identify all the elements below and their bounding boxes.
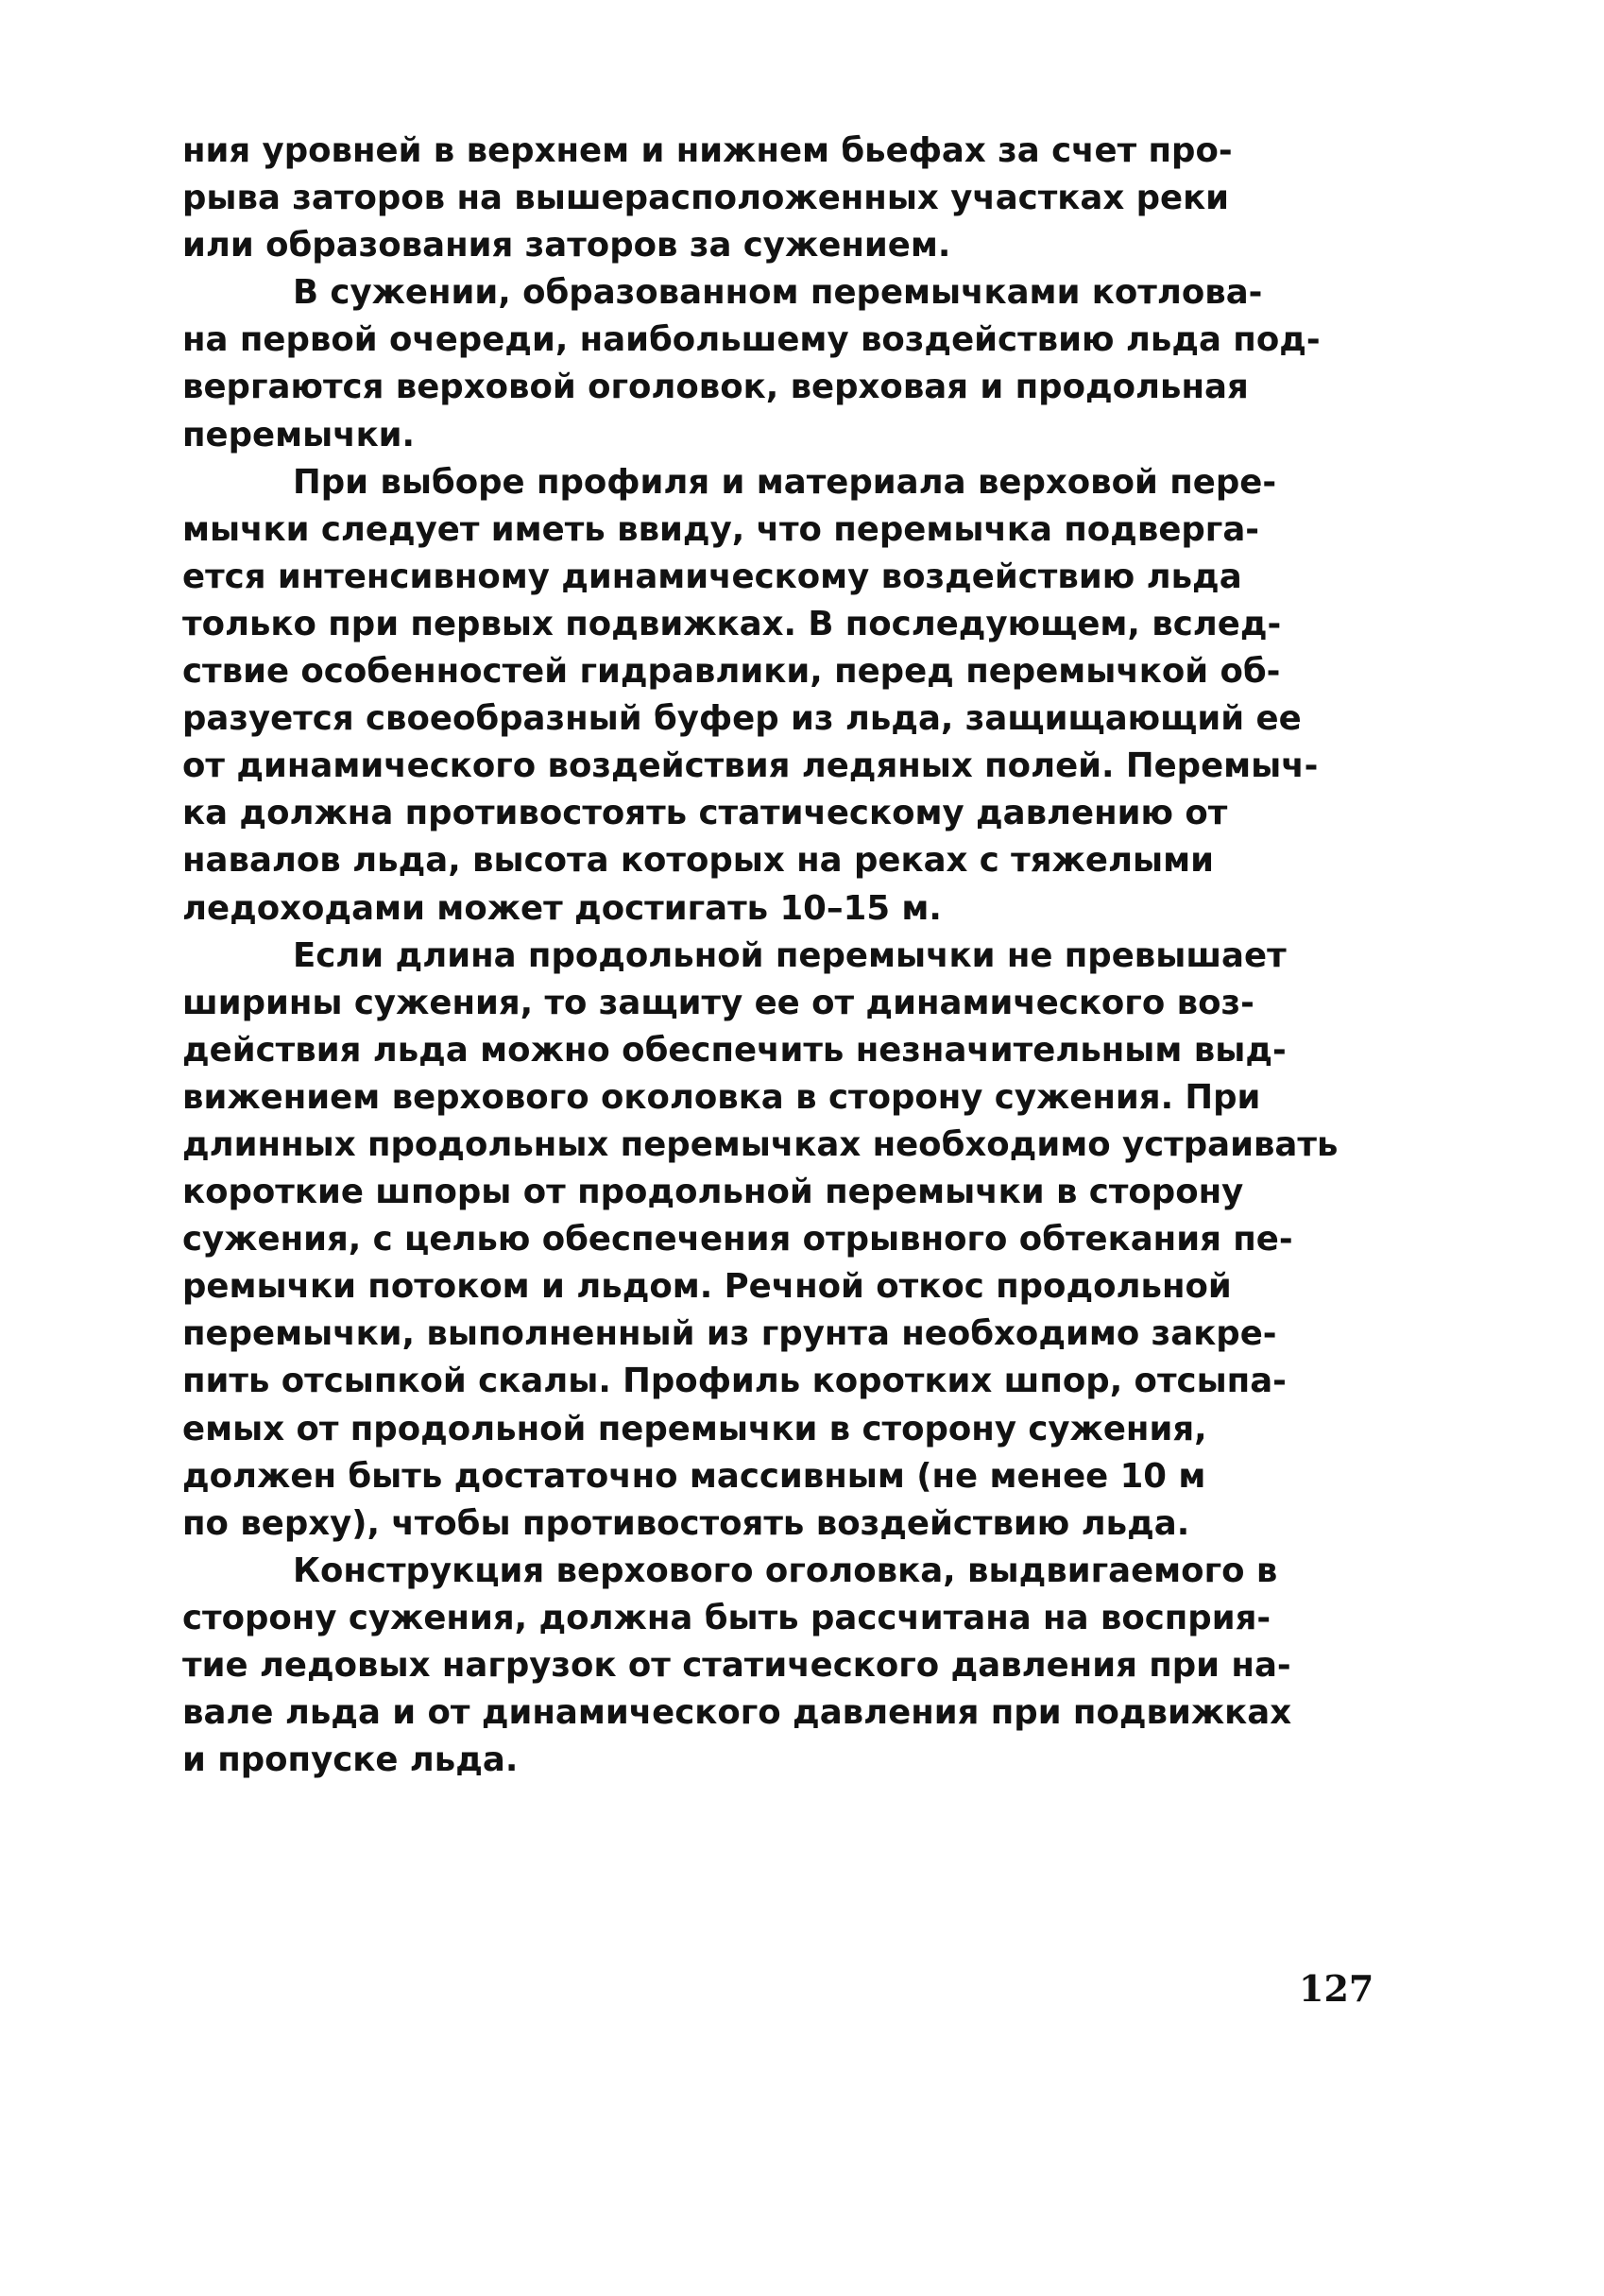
text-line: короткие шпоры от продольной перемычки в сторону	[182, 1173, 1244, 1212]
page-number: 127	[1299, 1967, 1374, 2010]
text-line: перемычки.	[182, 415, 416, 454]
text-line: сужения, с целью обеспечения отрывного обтекания пе-	[182, 1220, 1293, 1259]
text-line: ремычки потоком и льдом. Речной откос продольной	[182, 1267, 1232, 1307]
text-line: вергаются верховой оголовок, верховая и продольная	[182, 368, 1249, 407]
text-line: В сужении, образованном перемычками котлова-	[293, 273, 1263, 313]
text-line: Конструкция верхового оголовка, выдвигаемого в	[293, 1551, 1278, 1590]
text-line: пить отсыпкой скалы. Профиль коротких шпор, отсыпа-	[182, 1362, 1287, 1401]
text-line: При выборе профиля и материала верховой пере-	[293, 462, 1277, 502]
paragraph	[182, 459, 1410, 933]
text-line: длинных продольных перемычках необходимо устраивать	[182, 1124, 1339, 1164]
text-line: вижением верхового околовка в сторону сужения. При	[182, 1077, 1261, 1117]
text-line: разуется своеобразный буфер из льда, защищающий ее	[182, 699, 1302, 739]
paragraph	[182, 269, 1410, 458]
text-line: ка должна противостоять статическому давлению от	[182, 794, 1228, 833]
text-line: мычки следует иметь ввиду, что перемычка подверга-	[182, 509, 1260, 549]
text-line: по верху), чтобы противостоять воздействию льда.	[182, 1503, 1190, 1543]
text-line: перемычки, выполненный из грунта необходимо закре-	[182, 1314, 1277, 1354]
text-line: или образования заторов за сужением.	[182, 226, 951, 266]
text-line: тие ледовых нагрузок от статического давления при на-	[182, 1646, 1291, 1685]
text-line: должен быть достаточно массивным (не менее 10 м	[182, 1456, 1206, 1496]
paragraph	[182, 933, 1410, 1548]
text-line: емых от продольной перемычки в сторону сужения,	[182, 1409, 1207, 1448]
text-line: рыва заторов на вышерасположенных участках реки	[182, 179, 1230, 218]
text-line: ствие особенностей гидравлики, перед перемычкой об-	[182, 652, 1281, 692]
text-line: Если длина продольной перемычки не превышает	[293, 935, 1287, 975]
text-line: от динамического воздействия ледяных полей. Перемыч-	[182, 746, 1319, 786]
text-line: навалов льда, высота которых на реках с тяжелыми	[182, 841, 1214, 881]
paragraph	[182, 128, 1410, 269]
text-line: сторону сужения, должна быть рассчитана на восприя-	[182, 1598, 1271, 1637]
text-line: ния уровней в верхнем и нижнем бьефах за счет про-	[182, 131, 1233, 170]
text-line: ширины сужения, то защиту ее от динамического воз-	[182, 983, 1254, 1022]
text-line: только при первых подвижках. В последующем, вслед-	[182, 604, 1282, 643]
text-line: и пропуске льда.	[182, 1740, 519, 1780]
text-line: действия льда можно обеспечить незначительным выд-	[182, 1030, 1287, 1070]
text-line: вале льда и от динамического давления при подвижках	[182, 1693, 1292, 1733]
text-line: ется интенсивному динамическому воздействию льда	[182, 557, 1242, 596]
text-line: ледоходами может достигать 10–15 м.	[182, 888, 942, 928]
paragraph	[182, 1548, 1410, 1784]
body-text	[182, 128, 1410, 1784]
text-line: на первой очереди, наибольшему воздействию льда под-	[182, 320, 1321, 360]
